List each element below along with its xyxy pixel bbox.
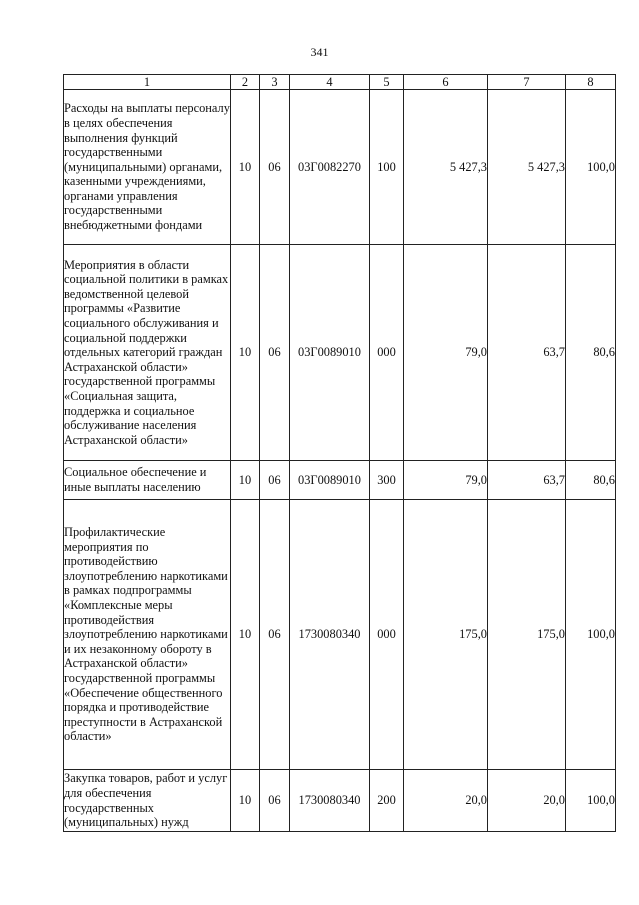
planned-amount: 79,0: [404, 461, 488, 500]
actual-amount: 20,0: [488, 770, 566, 832]
table-row: [64, 500, 616, 770]
table-row: [64, 90, 616, 245]
actual-amount: 175,0: [488, 500, 566, 770]
subsection-code: 06: [260, 90, 290, 245]
budget-table: [63, 74, 616, 832]
target-article-code: 1730080340: [290, 770, 370, 832]
planned-amount: 5 427,3: [404, 90, 488, 245]
execution-percent: 100,0: [566, 500, 616, 770]
actual-amount: 63,7: [488, 461, 566, 500]
section-code: 10: [231, 245, 260, 461]
page-number: 341: [310, 45, 329, 59]
column-header-5: 5: [370, 75, 404, 90]
expense-type-code: 000: [370, 500, 404, 770]
actual-amount: 5 427,3: [488, 90, 566, 245]
subsection-code: 06: [260, 770, 290, 832]
column-header-4: 4: [290, 75, 370, 90]
target-article-code: 03Г0082270: [290, 90, 370, 245]
execution-percent: 100,0: [566, 90, 616, 245]
subsection-code: 06: [260, 245, 290, 461]
planned-amount: 175,0: [404, 500, 488, 770]
expense-item-name: Профилактические мероприятия по противодействию злоупотреблению наркотиками в рамках подпрограммы «Комплексные меры противодействия злоупотреблению наркотиками и их незаконному обороту в Астраханской области» государственной программы «Обеспечение общественного порядка и противодействие преступности в Астраханской области»: [64, 500, 231, 770]
expense-item-name: Закупка товаров, работ и услуг для обеспечения государственных (муниципальных) нужд: [64, 770, 231, 832]
expense-item-name: Расходы на выплаты персоналу в целях обеспечения выполнения функций государственными (муниципальными) органами, казенными учреждениями, органами управления государственными внебюджетными фондами: [64, 90, 231, 245]
subsection-code: 06: [260, 500, 290, 770]
table-row: [64, 461, 616, 500]
column-header-3: 3: [260, 75, 290, 90]
execution-percent: 100,0: [566, 770, 616, 832]
planned-amount: 79,0: [404, 245, 488, 461]
subsection-code: 06: [260, 461, 290, 500]
column-header-6: 6: [404, 75, 488, 90]
section-code: 10: [231, 461, 260, 500]
expense-item-name: Мероприятия в области социальной политики в рамках ведомственной целевой программы «Развитие социального обслуживания и социальной поддержки отдельных категорий граждан Астраханской области» государственной программы «Социальная защита, поддержка и социальное обслуживание населения Астраханской области»: [64, 245, 231, 461]
execution-percent: 80,6: [566, 245, 616, 461]
expense-type-code: 100: [370, 90, 404, 245]
expense-type-code: 200: [370, 770, 404, 832]
expense-type-code: 300: [370, 461, 404, 500]
header-row: [64, 75, 616, 90]
table-row: [64, 770, 616, 832]
column-header-1: 1: [64, 75, 231, 90]
planned-amount: 20,0: [404, 770, 488, 832]
expense-type-code: 000: [370, 245, 404, 461]
section-code: 10: [231, 90, 260, 245]
column-header-8: 8: [566, 75, 616, 90]
execution-percent: 80,6: [566, 461, 616, 500]
column-header-2: 2: [231, 75, 260, 90]
section-code: 10: [231, 500, 260, 770]
expense-item-name: Социальное обеспечение и иные выплаты населению: [64, 461, 231, 500]
column-header-7: 7: [488, 75, 566, 90]
target-article-code: 1730080340: [290, 500, 370, 770]
table-row: [64, 245, 616, 461]
target-article-code: 03Г0089010: [290, 461, 370, 500]
section-code: 10: [231, 770, 260, 832]
target-article-code: 03Г0089010: [290, 245, 370, 461]
actual-amount: 63,7: [488, 245, 566, 461]
